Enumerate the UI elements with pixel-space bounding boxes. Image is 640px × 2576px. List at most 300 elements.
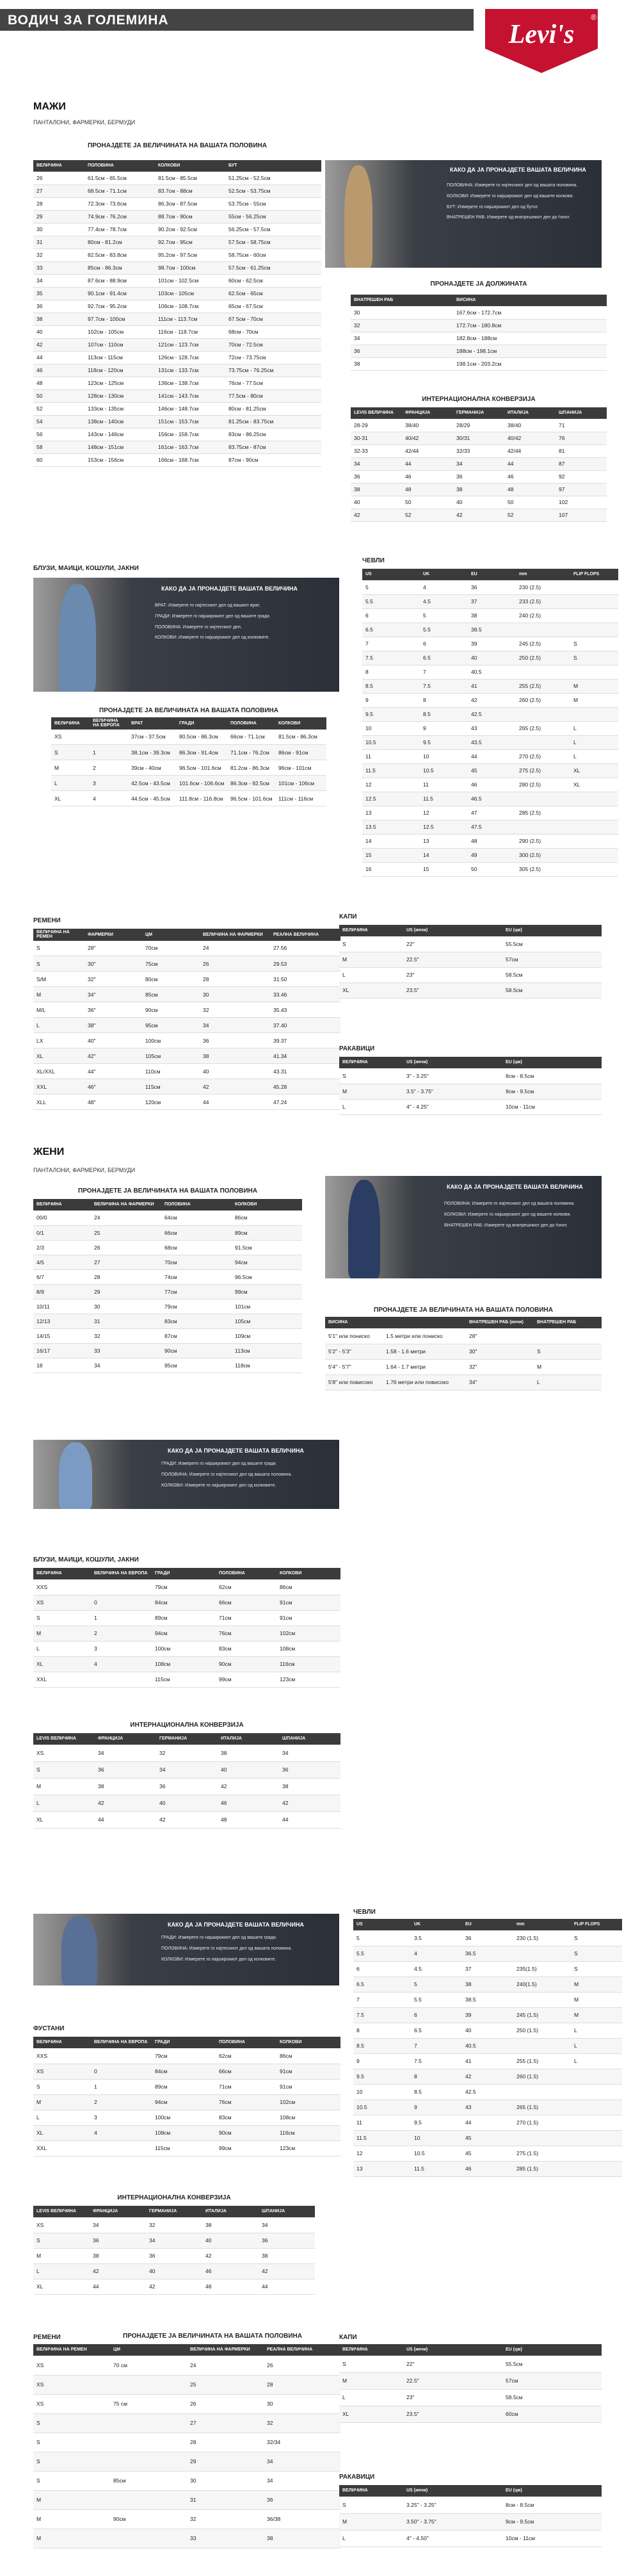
table-cell: 81: [556, 444, 607, 457]
table-cell: 42.5: [468, 707, 516, 721]
table-cell: 33: [91, 1343, 161, 1358]
table-cell: 32/33: [453, 444, 504, 457]
table-cell: 54: [33, 415, 84, 428]
women-length-caption: ПРОНАЈДЕТЕ ЈА ВЕЛИЧИНАТА НА ВАШАТА ПОЛОВИНА: [374, 1307, 553, 1314]
table-cell: 68см - 70см: [225, 325, 321, 338]
table-cell: 46: [218, 1795, 279, 1811]
table-cell: 60см - 62.5см: [225, 274, 321, 287]
table-cell: 123см: [276, 2140, 340, 2156]
table-cell: 52.5см - 53.75см: [225, 184, 321, 197]
table-cell: 11.5: [411, 2161, 462, 2176]
table-cell: 31: [187, 2490, 264, 2509]
table-row: [362, 637, 618, 651]
table-cell: S: [571, 1930, 622, 1946]
table-row: [339, 2356, 602, 2372]
table-cell: XL: [570, 763, 618, 778]
table-row: [51, 791, 326, 806]
table-cell: M: [33, 2529, 110, 2548]
column-header: ПОЛОВИНА: [216, 1568, 276, 1579]
table-cell: 42: [202, 2248, 259, 2263]
promo-line: ГРАДИ: Измерете го најширокиот дел од вашите гради.: [161, 1936, 277, 1940]
table-cell: [534, 1328, 602, 1344]
table-cell: 32": [84, 972, 142, 987]
table-cell: [516, 623, 570, 637]
table-cell: 136см - 138.7см: [155, 377, 225, 389]
promo-line: ПОЛОВИНА: Измерете го најтесниот дел од вашата половина.: [161, 1946, 292, 1951]
table-header-row: [351, 407, 607, 419]
table-row: [362, 778, 618, 792]
table-cell: 44: [90, 2279, 146, 2294]
table-cell: 102: [556, 496, 607, 509]
table-cell: 40: [200, 1064, 270, 1079]
table-cell: 38: [351, 357, 453, 370]
table-cell: L: [571, 2038, 622, 2053]
table-cell: 0/1: [33, 1225, 91, 1240]
table-cell: 38: [33, 313, 84, 325]
table-row: [339, 952, 602, 967]
table-cell: 4/5: [33, 1255, 91, 1269]
table-row: [33, 1656, 340, 1672]
table-cell: 5.5: [362, 594, 420, 608]
table-cell: XL/XXL: [33, 1064, 84, 1079]
table-cell: 36: [453, 470, 504, 483]
table-cell: 30: [351, 306, 453, 319]
model-image: [59, 584, 96, 692]
table-cell: 12.5: [420, 820, 468, 834]
table-cell: 53.75см - 55см: [225, 197, 321, 210]
table-cell: 275 (2.5): [516, 763, 570, 778]
table-header-row: [362, 569, 618, 580]
women-bottoms-promo: [325, 1176, 602, 1278]
promo-lines: [161, 1936, 334, 1968]
table-cell: XL: [33, 1656, 91, 1672]
table-cell: 4.5: [411, 1961, 462, 1977]
column-header: ГРАДИ: [152, 1568, 216, 1579]
table-cell: 62см: [216, 2048, 276, 2064]
column-header: UK: [420, 569, 468, 580]
table-cell: M: [33, 2094, 91, 2110]
table-cell: 75 см: [110, 2394, 187, 2413]
table-row: [33, 2394, 340, 2413]
table-row: [33, 2509, 340, 2529]
table-cell: XS: [33, 2064, 91, 2079]
promo-title: КАКО ДА ЈА ПРОНАЈДЕТЕ ВАШАТА ВЕЛИЧИНА: [168, 1921, 304, 1928]
column-header: US (инчи): [403, 1057, 502, 1068]
column-header: US: [362, 569, 420, 580]
table-row: [33, 184, 321, 197]
table-cell: 3: [91, 2110, 152, 2125]
table-cell: [110, 2413, 187, 2433]
table-cell: 66см: [216, 1595, 276, 1610]
table-cell: 23.5": [403, 2406, 502, 2422]
table-cell: 46.5: [468, 792, 516, 806]
table-row: [33, 972, 340, 987]
table-cell: M: [570, 679, 618, 693]
table-cell: M: [570, 693, 618, 707]
table-cell: 143см - 146см: [84, 428, 155, 441]
table-cell: S: [570, 637, 618, 651]
column-header: ФАРМЕРКИ: [84, 929, 142, 941]
table-cell: 57.5см - 58.75см: [225, 236, 321, 249]
table-cell: 9: [411, 2099, 462, 2115]
table-cell: 38/40: [504, 419, 556, 432]
table-row: [33, 2048, 340, 2064]
table-cell: 28-29: [351, 419, 402, 432]
table-cell: 5: [420, 608, 468, 623]
table-cell: 25: [91, 1225, 161, 1240]
column-header: LEVIS ВЕЛИЧИНА: [33, 1733, 95, 1745]
table-cell: 85см: [142, 987, 200, 1002]
promo-line: КОЛКОВИ: Измерете го најширокиот дел од колковите.: [161, 1957, 276, 1962]
table-cell: [110, 2529, 187, 2548]
table-cell: 86см: [232, 1211, 302, 1225]
table-row: [351, 483, 607, 496]
table-cell: 55.5см: [502, 2356, 602, 2372]
column-header: ГЕРМАНИЈА: [156, 1733, 218, 1745]
table-cell: 8: [420, 693, 468, 707]
table-cell: XL: [570, 778, 618, 792]
column-header: КОЛКОВИ: [276, 2037, 340, 2048]
table-cell: 10: [362, 721, 420, 735]
table-cell: 148см - 151см: [84, 441, 155, 453]
table-cell: 70см: [161, 1255, 232, 1269]
table-row: [33, 1095, 340, 1110]
table-cell: 58.5см: [502, 982, 602, 998]
column-header: ВЕЛИЧИНА НА ФАРМЕРКИ: [91, 1199, 161, 1211]
table-cell: 48: [504, 483, 556, 496]
table-cell: 230 (2.5): [516, 580, 570, 594]
table-cell: 95см: [142, 1018, 200, 1033]
table-cell: 6: [353, 1961, 411, 1977]
table-cell: [513, 2084, 571, 2099]
table-row: [33, 1745, 340, 1761]
table-cell: 13: [420, 834, 468, 848]
table-cell: [91, 2140, 152, 2156]
men-waist-table: [33, 160, 321, 467]
promo-line: ПОЛОВИНА: Измерете го најтесниот дел од вашата половина.: [161, 1472, 292, 1477]
table-cell: L: [33, 1018, 84, 1033]
table-cell: 86.3см - 91.4см: [176, 745, 227, 760]
table-row: [33, 1211, 302, 1225]
column-header: ФРАНЦИЈА: [90, 2206, 146, 2217]
column-header: ГРАДИ: [176, 717, 227, 730]
table-cell: 44: [200, 1095, 270, 1110]
column-header: FLIP FLOPS: [571, 1919, 622, 1930]
table-cell: [516, 707, 570, 721]
table-row: [339, 1084, 602, 1099]
table-cell: 5'2" - 5'3": [325, 1344, 383, 1359]
table-cell: 29: [91, 1284, 161, 1299]
column-header: КОЛКОВИ: [275, 717, 326, 730]
table-cell: [110, 2452, 187, 2471]
column-header: ЦМ: [110, 2344, 187, 2356]
men-subtitle: ПАНТАЛОНИ, ФАРМЕРКИ, БЕРМУДИ: [33, 119, 136, 126]
table-cell: 79см: [161, 1299, 232, 1314]
table-row: [33, 1343, 302, 1358]
table-row: [362, 651, 618, 665]
table-cell: 8.5: [353, 2038, 411, 2053]
table-cell: 1.64 - 1.7 метри: [383, 1359, 466, 1374]
table-cell: 34: [91, 1358, 161, 1373]
table-cell: M: [33, 2509, 110, 2529]
table-row: [33, 1610, 340, 1626]
table-cell: 27: [33, 184, 84, 197]
table-header-row: [33, 929, 340, 941]
table-cell: S: [33, 941, 84, 956]
women-belts-table: [33, 2344, 340, 2548]
table-cell: 300 (2.5): [516, 848, 570, 862]
table-cell: 9.5: [420, 735, 468, 749]
table-cell: 265 (2.5): [516, 721, 570, 735]
table-cell: 16: [362, 862, 420, 876]
table-cell: 42/44: [504, 444, 556, 457]
table-cell: 100см: [152, 2110, 216, 2125]
table-cell: 105см: [232, 1314, 302, 1328]
table-cell: L: [339, 2530, 403, 2547]
table-cell: XS: [33, 2217, 90, 2233]
table-cell: 34": [84, 987, 142, 1002]
table-row: [33, 210, 321, 223]
page-title: ВОДИЧ ЗА ГОЛЕМИНА: [8, 13, 169, 28]
promo-line: ВНАТРЕШЕН РАБ: Измерете од внатрешниот дел до ѓонот.: [447, 215, 570, 220]
table-row: [33, 1641, 340, 1656]
table-cell: L: [534, 1374, 602, 1390]
table-cell: 80.5см - 86.3см: [176, 730, 227, 745]
table-cell: 81.5см - 85.5см: [155, 172, 225, 184]
table-cell: 72.3см - 73.6см: [84, 197, 155, 210]
promo-line: КОЛКОВИ: Измерете го најширокиот дел од вашите колкови.: [447, 193, 574, 199]
table-cell: L: [33, 1795, 95, 1811]
table-cell: 90.2см - 92.5см: [155, 223, 225, 236]
table-cell: 36.5: [462, 1946, 513, 1961]
table-row: [339, 2497, 602, 2513]
table-cell: 89см: [152, 1610, 216, 1626]
table-cell: 34: [453, 457, 504, 470]
table-cell: XL: [339, 982, 403, 998]
table-cell: L: [571, 2053, 622, 2069]
table-cell: 12: [353, 2146, 411, 2161]
table-row: [353, 1977, 622, 1992]
table-row: [33, 300, 321, 313]
promo-lines: [161, 1462, 334, 1494]
table-cell: 46: [462, 2161, 513, 2176]
table-cell: 108см: [276, 2110, 340, 2125]
table-cell: 115см: [152, 1672, 216, 1687]
column-header: ГРАДИ: [152, 2037, 216, 2048]
women-subtitle: ПАНТАЛОНИ, ФАРМЕРКИ, БЕРМУДИ: [33, 1167, 136, 1173]
table-row: [339, 2389, 602, 2406]
table-cell: XS: [33, 2394, 110, 2413]
table-cell: 28: [91, 1269, 161, 1284]
table-cell: 111см - 113.7см: [155, 313, 225, 325]
table-cell: M: [33, 987, 84, 1002]
women-intl-caption: ИНТЕРНАЦИОНАЛНА КОНВЕРЗИЈА: [130, 1722, 244, 1729]
table-cell: 39.37: [270, 1033, 340, 1048]
table-cell: 71см: [216, 2079, 276, 2094]
table-cell: 3.5" - 3.75": [403, 1084, 502, 1099]
table-cell: 38: [95, 1778, 156, 1795]
table-cell: 138см - 140см: [84, 415, 155, 428]
men-inseam-caption: ПРОНАЈДЕТЕ ЈА ДОЛЖИНАТА: [430, 281, 527, 288]
table-cell: 107: [556, 509, 607, 521]
table-header-row: [33, 2037, 340, 2048]
column-header: ВЕЛИЧИНА НА РЕМЕН: [33, 2344, 110, 2356]
table-cell: M: [33, 2490, 110, 2509]
column-header: ВЕЛИЧИНА НА ЕВРОПА: [91, 2037, 152, 2048]
table-cell: 40: [468, 651, 516, 665]
table-cell: 40: [33, 325, 84, 338]
table-cell: 8: [362, 665, 420, 679]
table-cell: 118см - 120см: [84, 364, 155, 377]
table-row: [33, 2064, 340, 2079]
table-cell: 8см - 8.5см: [502, 2497, 602, 2513]
table-cell: 60: [33, 453, 84, 466]
table-cell: 99см: [216, 2140, 276, 2156]
table-cell: 1: [91, 1610, 152, 1626]
table-cell: [570, 848, 618, 862]
table-cell: M: [33, 1626, 91, 1641]
table-row: [33, 956, 340, 972]
table-cell: 38: [279, 1778, 340, 1795]
table-row: [362, 580, 618, 594]
table-cell: [91, 1579, 152, 1595]
table-row: [33, 223, 321, 236]
table-cell: S: [33, 2413, 110, 2433]
column-header: ВНАТРЕШЕН РАБ: [351, 295, 453, 306]
table-cell: 49: [468, 848, 516, 862]
column-header: ВРАТ: [128, 717, 176, 730]
table-cell: 84см: [152, 1595, 216, 1610]
table-cell: [571, 2099, 622, 2115]
table-cell: 87: [556, 457, 607, 470]
table-row: [339, 2530, 602, 2547]
table-cell: 40: [351, 496, 402, 509]
column-header: ФРАНЦИЈА: [95, 1733, 156, 1745]
table-cell: 128см - 130см: [84, 389, 155, 402]
table-row: [362, 848, 618, 862]
table-cell: 102см: [276, 1626, 340, 1641]
promo-line: ГРАДИ: Измерете го најширокиот дел од вашите гради.: [155, 614, 271, 619]
table-cell: 52: [33, 402, 84, 415]
table-cell: XS: [33, 1595, 91, 1610]
table-cell: 76см: [216, 2094, 276, 2110]
table-cell: 96.5см - 101.6см: [227, 791, 275, 806]
women-tops-promo: [33, 1440, 339, 1509]
table-row: [351, 457, 607, 470]
table-cell: XXL: [33, 2140, 91, 2156]
table-cell: 60см: [502, 2406, 602, 2422]
table-cell: 68.5см - 71.1см: [84, 184, 155, 197]
table-cell: 108см: [276, 1641, 340, 1656]
table-row: [33, 1018, 340, 1033]
table-cell: 30": [466, 1344, 534, 1359]
table-cell: 240(1.5): [513, 1977, 571, 1992]
table-cell: 22.5": [403, 952, 502, 967]
promo-line: ПОЛОВИНА: Измерете го најтесниот дел од вашата половина.: [444, 1202, 575, 1206]
men-hats-caption: КАПИ: [339, 913, 357, 920]
table-cell: [91, 2048, 152, 2064]
women-shoes-table: [353, 1919, 622, 2177]
table-row: [33, 1579, 340, 1595]
table-cell: XL: [33, 1811, 95, 1828]
column-header: ВЕЛИЧИНА НА ЕВРОПА: [91, 1568, 152, 1579]
column-header: UK: [411, 1919, 462, 1930]
table-cell: [571, 2069, 622, 2084]
column-header: EU (цм): [502, 2344, 602, 2356]
table-cell: 6.5: [362, 623, 420, 637]
table-cell: 131см - 133.7см: [155, 364, 225, 377]
table-cell: 46": [84, 1079, 142, 1095]
table-cell: 103см - 105см: [155, 287, 225, 300]
men-shoes-caption: ЧЕВЛИ: [362, 557, 385, 564]
promo-line: ВРАТ: Измерете го најтесниот дел од вашиот врат.: [155, 603, 260, 608]
table-cell: S: [339, 2356, 403, 2372]
table-cell: 9: [420, 721, 468, 735]
table-cell: 86см: [276, 1579, 340, 1595]
table-cell: S: [33, 2233, 90, 2248]
table-cell: 99см: [216, 1672, 276, 1687]
table-cell: 27: [91, 1255, 161, 1269]
table-cell: 81.5см - 86.3см: [275, 730, 326, 745]
table-row: [351, 345, 607, 357]
table-row: [33, 1811, 340, 1828]
table-row: [353, 2038, 622, 2053]
table-cell: 7: [362, 637, 420, 651]
table-cell: 7.5: [362, 651, 420, 665]
table-cell: 94см: [152, 1626, 216, 1641]
men-waist-caption: ПРОНАЈДЕТЕ ЈА ВЕЛИЧИНАТА НА ВАШАТА ПОЛОВИНА: [88, 142, 267, 149]
promo-line: ВНАТРЕШЕН РАБ: Измерете од внатрешниот дел до ѓонот.: [444, 1223, 568, 1228]
table-cell: 48: [202, 2279, 259, 2294]
table-cell: 96.5см - 101.6см: [176, 760, 227, 776]
table-cell: 4" - 4.25": [403, 1099, 502, 1114]
women-waist-caption: ПРОНАЈДЕТЕ ЈА ВЕЛИЧИНАТА НА ВАШАТА ПОЛОВИНА: [78, 1187, 257, 1194]
women-gloves-caption: РАКАВИЦИ: [339, 2474, 375, 2481]
table-cell: 116см: [276, 2125, 340, 2140]
table-row: [351, 332, 607, 345]
column-header: ВЕЛИЧИНА: [339, 2485, 403, 2497]
table-cell: 8.5: [362, 679, 420, 693]
column-header: ВЕЛИЧИНА: [339, 2344, 403, 2356]
table-row: [33, 274, 321, 287]
table-cell: L: [33, 2263, 90, 2279]
table-cell: 12/13: [33, 1314, 91, 1328]
table-cell: 43: [468, 721, 516, 735]
model-image: [59, 1442, 92, 1509]
table-row: [33, 2217, 315, 2233]
table-cell: XL: [33, 2279, 90, 2294]
table-row: [351, 432, 607, 444]
table-row: [33, 389, 321, 402]
table-header-row: [353, 1919, 622, 1930]
table-cell: 18: [33, 1358, 91, 1373]
table-cell: S: [534, 1344, 602, 1359]
table-cell: 233 (2.5): [516, 594, 570, 608]
column-header: ГЕРМАНИЈА: [453, 407, 504, 419]
table-row: [351, 306, 607, 319]
table-cell: 40.5: [468, 665, 516, 679]
column-header: US: [353, 1919, 411, 1930]
table-cell: [513, 2038, 571, 2053]
table-cell: 47: [468, 806, 516, 820]
table-cell: 1.58 - 1.6 метри: [383, 1344, 466, 1359]
table-cell: 30: [200, 987, 270, 1002]
table-cell: [516, 735, 570, 749]
table-cell: 76см: [216, 1626, 276, 1641]
table-cell: 44: [33, 351, 84, 364]
table-row: [33, 2125, 340, 2140]
table-cell: 7.5: [420, 679, 468, 693]
